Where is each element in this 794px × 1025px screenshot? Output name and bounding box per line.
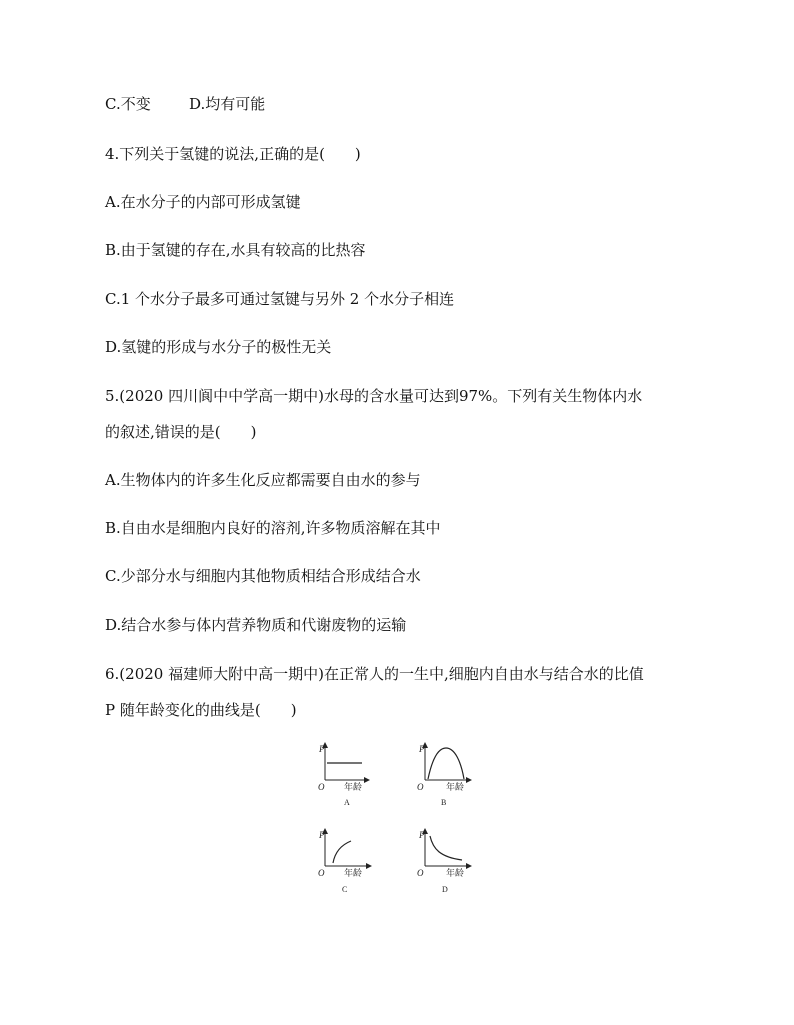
q5-option-b: B.自由水是细胞内良好的溶剂,许多物质溶解在其中 (105, 519, 441, 537)
graph-c-y-label: P (319, 830, 325, 840)
graph-a-origin: O (318, 782, 325, 792)
q5-option-d: D.结合水参与体内营养物质和代谢废物的运输 (105, 616, 407, 634)
q4-option-a: A.在水分子的内部可形成氢键 (105, 193, 301, 211)
graph-b (417, 744, 469, 807)
graph-c-caption: C (342, 885, 348, 894)
q5-option-c: C.少部分水与细胞内其他物质相结合形成结合水 (105, 567, 421, 585)
q4-stem: 4.下列关于氢键的说法,正确的是( ) (105, 145, 361, 163)
graph-d-caption: D (442, 885, 448, 894)
graph-c-curve (333, 841, 351, 863)
graph-a-caption: A (344, 798, 350, 807)
graph-b-caption: B (441, 798, 447, 807)
q6-stem-line1: 6.(2020 福建师大附中高一期中)在正常人的一生中,细胞内自由水与结合水的比值 (105, 665, 644, 683)
graph-b-y-label: P (419, 744, 425, 754)
q5-option-a: A.生物体内的许多生化反应都需要自由水的参与 (105, 471, 421, 489)
q3-option-c: C.不变 (105, 95, 151, 113)
q5-stem-line2: 的叙述,错误的是( ) (105, 423, 257, 441)
graph-a-x-label: 年龄 (344, 782, 363, 792)
q6-stem-line2: P 随年龄变化的曲线是( ) (105, 701, 297, 719)
graph-a (318, 744, 367, 807)
q4-option-d: D.氢键的形成与水分子的极性无关 (105, 338, 332, 356)
graph-d (417, 830, 469, 894)
q4-option-c: C.1 个水分子最多可通过氢键与另外 2 个水分子相连 (105, 290, 455, 308)
graph-d-curve (430, 836, 462, 860)
graph-c-x-label: 年龄 (344, 868, 363, 878)
q5-stem-line1: 5.(2020 四川阆中中学高一期中)水母的含水量可达到97%。下列有关生物体内水 (105, 387, 643, 405)
graph-c (318, 830, 369, 894)
graph-b-x-label: 年龄 (446, 782, 465, 792)
q4-option-b: B.由于氢键的存在,水具有较高的比热容 (105, 241, 366, 259)
graph-c-origin: O (318, 868, 325, 878)
graph-b-origin: O (417, 782, 424, 792)
q3-option-d: D.均有可能 (189, 95, 266, 113)
graph-d-y-label: P (419, 830, 425, 840)
graph-a-y-label: P (319, 744, 325, 754)
graph-d-x-label: 年龄 (446, 868, 465, 878)
graph-b-curve (428, 748, 464, 779)
graph-d-origin: O (417, 868, 424, 878)
